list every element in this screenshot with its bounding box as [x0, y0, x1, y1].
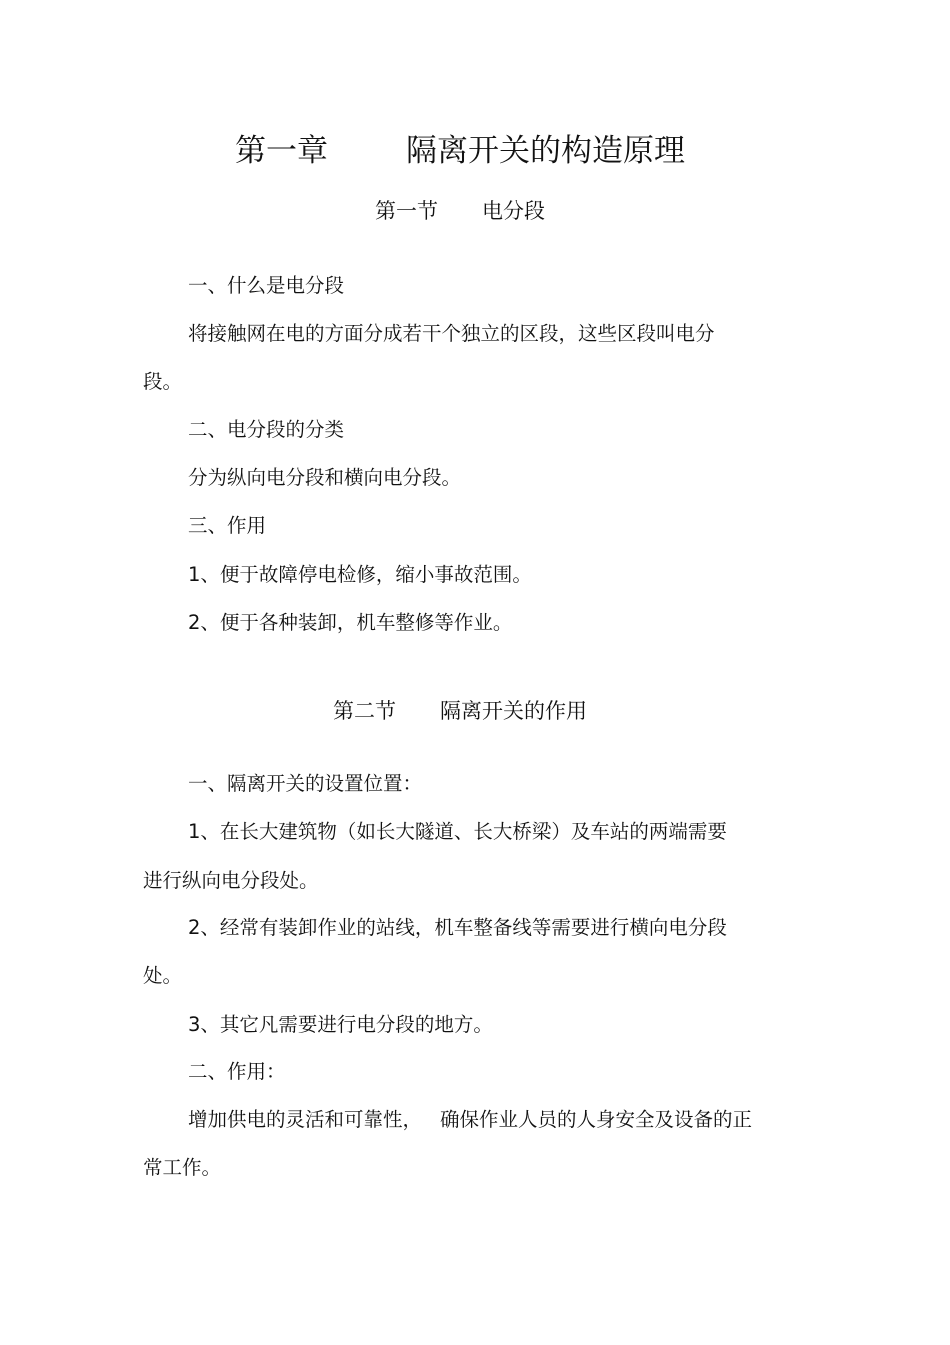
section-2-list-item-2-line-2: 处。 — [143, 964, 183, 987]
section-1-paragraph-2: 分为纵向电分段和横向电分段。 — [188, 466, 462, 489]
chapter-title — [0, 128, 920, 174]
section-2-list-item-3: 3、其它凡需要进行电分段的地方。 — [188, 1013, 493, 1036]
section-1-heading-2: 二、电分段的分类 — [188, 418, 345, 441]
section-2-paragraph-line-1-part-2: 确保作业人员的人身安全及设备的正 — [440, 1108, 753, 1131]
section-1-heading-1: 一、什么是电分段 — [188, 274, 345, 297]
section-1-number: 第一节 — [375, 199, 438, 223]
section-1-paragraph-1-line-2: 段。 — [143, 370, 183, 393]
section-2-heading-1: 一、隔离开关的设置位置： — [188, 772, 423, 795]
section-2-list-item-2-line-1: 2、经常有装卸作业的站线，机车整备线等需要进行横向电分段 — [188, 916, 727, 939]
section-1-list-item-1: 1、便于故障停电检修，缩小事故范围。 — [188, 563, 532, 586]
chapter-number: 第一章 — [235, 133, 328, 169]
section-2-name: 隔离开关的作用 — [440, 699, 587, 723]
section-1-paragraph-1-line-1: 将接触网在电的方面分成若干个独立的区段，这些区段叫电分 — [188, 322, 715, 345]
section-1-title — [0, 195, 920, 227]
section-2-number: 第二节 — [333, 699, 396, 723]
section-2-title — [0, 695, 920, 727]
section-2-paragraph-line-2: 常工作。 — [143, 1156, 222, 1179]
section-1-name: 电分段 — [482, 199, 545, 223]
chapter-name: 隔离开关的构造原理 — [406, 133, 685, 169]
section-2-heading-2: 二、作用： — [188, 1060, 286, 1083]
section-2-paragraph-line-1 — [188, 1105, 752, 1135]
section-2-list-item-1-line-1: 1、在长大建筑物（如长大隧道、长大桥梁）及车站的两端需要 — [188, 820, 727, 843]
section-2-list-item-1-line-2: 进行纵向电分段处。 — [143, 869, 319, 892]
section-1-heading-3: 三、作用 — [188, 514, 267, 537]
section-1-list-item-2: 2、便于各种装卸，机车整修等作业。 — [188, 611, 513, 634]
section-2-paragraph-line-1-part-1: 增加供电的灵活和可靠性， — [188, 1108, 423, 1131]
